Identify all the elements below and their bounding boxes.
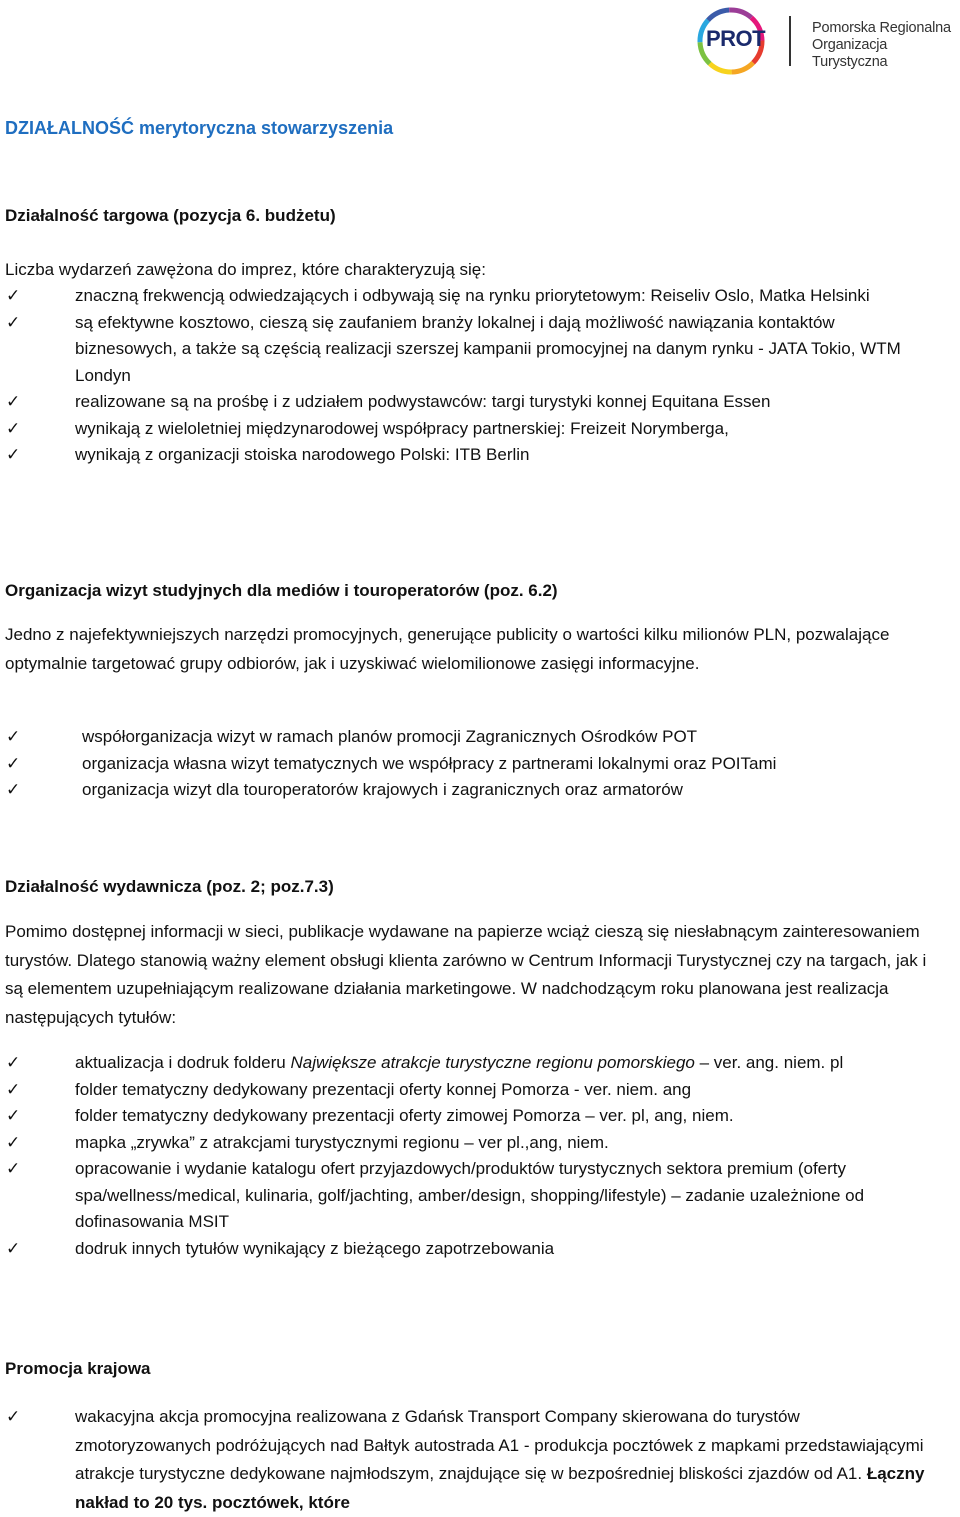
domestic-list [0,1403,940,1517]
check-icon: ✓ [6,392,21,411]
check-icon: ✓ [6,312,21,332]
check-icon: ✓ [6,753,21,773]
study-visits-list [0,724,940,804]
list-item: ✓ mapka „zrywka” z atrakcjami turystycznymi regionu – ver pl.,ang, niem. [0,1130,940,1157]
logo-text [812,20,958,71]
section-heading-publishing: Działalność wydawnicza (poz. 2; poz.7.3) [5,877,334,896]
check-icon: ✓ [6,727,21,746]
check-icon: ✓ [6,1407,21,1426]
prot-logo [692,4,958,84]
check-icon: ✓ [6,1053,21,1072]
check-icon: ✓ [6,1238,21,1258]
check-icon: ✓ [6,1106,21,1125]
section-para-study-visits: Jedno z najefektywniejszych narzędzi promocyjnych, generujące publicity o wartości kilku milionów PLN, pozwalające optymalnie targetować grupy odbiorów, jak i uzyskiwać wielomilionowe zasięgi informacyjne. [5,625,890,673]
list-item: ✓ folder tematyczny dedykowany prezentacji oferty konnej Pomorza - ver. niem. ang [0,1077,940,1104]
check-icon: ✓ [6,1079,21,1099]
check-icon: ✓ [6,286,21,305]
list-item: ✓ organizacja własna wizyt tematycznych we współpracy z partnerami lokalnymi oraz POITami [0,751,940,778]
section-heading-domestic: Promocja krajowa [5,1359,151,1378]
list-item: ✓ dodruk innych tytułów wynikający z bieżącego zapotrzebowania [0,1236,940,1263]
check-icon: ✓ [6,445,21,464]
list-item: ✓ współorganizacja wizyt w ramach planów promocji Zagranicznych Ośrodków POT [0,724,940,751]
list-item: ✓ wakacyjna akcja promocyjna realizowana z Gdańsk Transport Company skierowana do turystów zmotoryzowanych podróżujących nad Bałtyk autostrada A1 - produkcja pocztówek z mapkami przedstawiającymi atrakcje turystyczne dedykowane najmłodszym, znajdujące się w bezpośredniej bliskości zjazdów od A1. Łączny nakład to 20 tys. pocztówek, które [0,1403,940,1517]
check-icon: ✓ [6,1132,21,1152]
check-icon: ✓ [6,1159,21,1178]
list-item: ✓ znaczną frekwencją odwiedzających i odbywają się na rynku priorytetowym: Reiseliv Oslo, Matka Helsinki [0,283,940,310]
list-item: ✓ folder tematyczny dedykowany prezentacji oferty zimowej Pomorza – ver. pl, ang, niem. [0,1103,940,1130]
list-item: ✓ realizowane są na prośbę i z udziałem podwystawców: targi turystyki konnej Equitana Essen [0,389,940,416]
list-item: ✓ są efektywne kosztowo, cieszą się zaufaniem branży lokalnej i dają możliwość nawiązania kontaktów biznesowych, a także są częścią realizacji szerszej kampanii promocyjnej na danym rynku - JATA Tokio, WTM Londyn [0,310,940,390]
check-icon: ✓ [6,780,21,799]
list-item: ✓ wynikają z organizacji stoiska narodowego Polski: ITB Berlin [0,442,940,469]
section-heading-study-visits: Organizacja wizyt studyjnych dla mediów i touroperatorów (poz. 6.2) [5,581,558,600]
list-item: ✓ organizacja wizyt dla touroperatorów krajowych i zagranicznych oraz armatorów [0,777,940,804]
logo-mark: PROT [706,26,766,51]
section-heading-trade: Działalność targowa (pozycja 6. budżetu) [5,206,336,225]
section-intro-trade: Liczba wydarzeń zawężona do imprez, które charakteryzują się: [5,260,486,279]
section-para-publishing: Pomimo dostępnej informacji w sieci, publikacje wydawane na papierze wciąż cieszą się niesłabnącym zainteresowaniem turystów. Dlatego stanowią ważny element obsługi klienta zarówno w Centrum Informacji Turystycznej czy na targach, jak i są elementem uzupełniającym realizowane działania marketingowe. W nadchodzącym roku planowana jest realizacja następujących tytułów: [5,922,927,1027]
publishing-list [0,1050,940,1262]
list-item: ✓ aktualizacja i dodruk folderu Największe atrakcje turystyczne regionu pomorskiego – ver. ang. niem. pl [0,1050,940,1077]
logo-line2: Organizacja Turystyczna [812,37,888,70]
list-item: ✓ wynikają z wieloletniej międzynarodowej współpracy partnerskiej: Freizeit Norymberga, [0,416,940,443]
document-title: DZIAŁALNOŚĆ merytoryczna stowarzyszenia [5,118,394,138]
list-item: ✓ opracowanie i wydanie katalogu ofert przyjazdowych/produktów turystycznych sektora premium (oferty spa/wellness/medical, kulinaria, golf/jachting, amber/design, shopping/lifestyle) – zadanie uzależnione od dofinasowania MSIT [0,1156,940,1236]
logo-line1: Pomorska Regionalna [812,20,951,36]
trade-list [0,283,940,469]
logo-divider [789,16,791,66]
check-icon: ✓ [6,418,21,438]
